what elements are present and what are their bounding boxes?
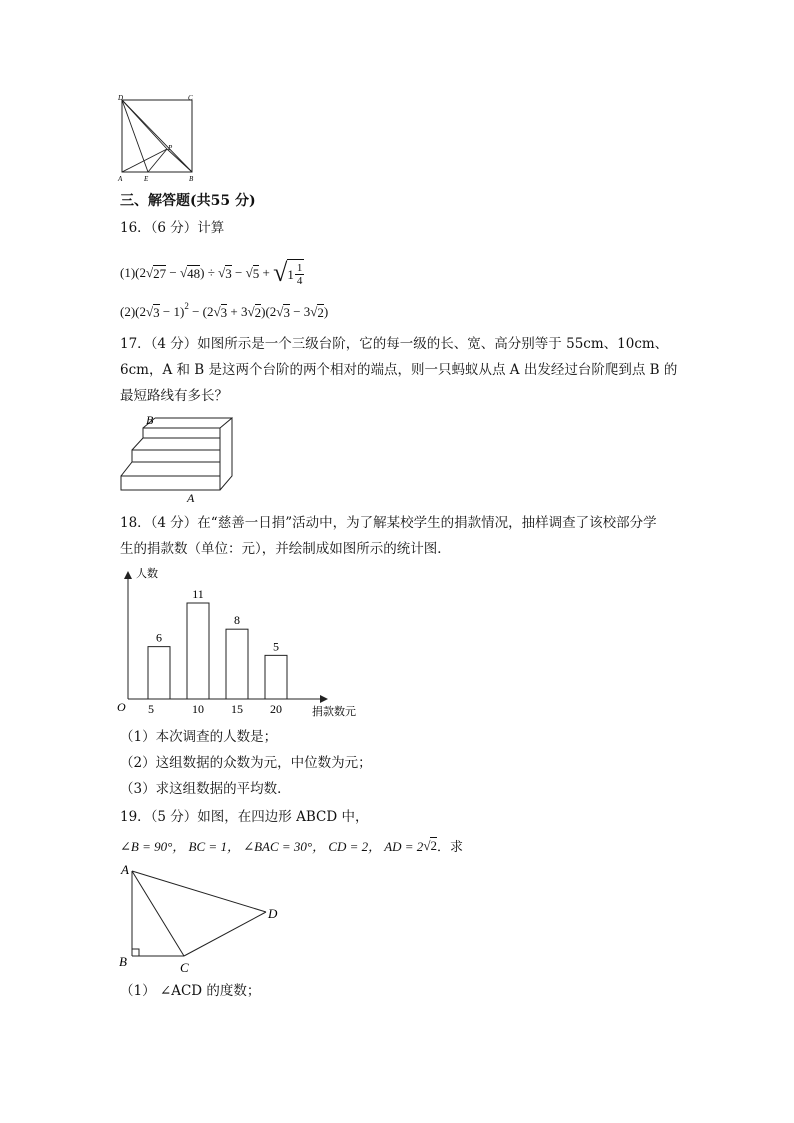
- q16-p2-r3c: 3: [283, 304, 290, 320]
- section-title: 三、解答题(共55 分): [120, 193, 256, 209]
- q16-p2-minus: − 3: [289, 304, 311, 319]
- bars-group: [148, 587, 287, 716]
- bar-5: [148, 647, 170, 699]
- sqrt-icon: √: [146, 265, 154, 280]
- q16-stem: 16．（6 分）计算: [120, 220, 225, 236]
- label-B: B: [189, 175, 194, 183]
- sqrt-icon: √: [179, 265, 188, 280]
- quad-label-B: B: [119, 954, 127, 969]
- q19-condition: [120, 836, 463, 855]
- q16-part1: [120, 253, 304, 293]
- q16-p2-r3b: 3: [220, 304, 228, 320]
- square-figure: [112, 92, 202, 184]
- q16-p2-r2b: 2: [317, 304, 324, 320]
- x-tick-20: 20: [270, 702, 282, 716]
- sqrt-icon: √: [146, 304, 154, 319]
- bar-15: [226, 629, 248, 699]
- q18-sub2: （2）这组数据的众数为元，中位数为元；: [120, 755, 372, 771]
- q16-p1-c: 3: [225, 265, 232, 281]
- q19-cond-root: 2: [430, 838, 437, 853]
- q16-part2: [120, 300, 328, 324]
- x-tick-5: 5: [148, 702, 154, 716]
- q16-p1-minus2: −: [231, 265, 246, 280]
- q16-p1-minus: −: [166, 265, 180, 280]
- label-D: D: [118, 94, 124, 102]
- quadrilateral-figure: [112, 858, 292, 978]
- stairs-label-B: B: [146, 413, 154, 427]
- sqrt-icon: √: [276, 304, 284, 319]
- bar-20: [265, 655, 287, 699]
- data-label-15: 8: [234, 613, 240, 628]
- q16-p2-r3: 3: [153, 304, 160, 320]
- q19-line1: 19．（5 分）如图，在四边形 ABCD 中，: [120, 809, 369, 825]
- stairs-label-A: A: [187, 491, 195, 504]
- q19-sub1: （1） ∠ACD 的度数；: [120, 983, 261, 999]
- sqrt-big-icon: √: [273, 258, 288, 287]
- q16-p2-prefix: (2): [120, 304, 136, 319]
- data-label-20: 5: [273, 639, 279, 654]
- q16-p1-int: 1: [287, 266, 294, 282]
- sqrt-icon: √: [310, 304, 318, 319]
- q18-sub3: （3）求这组数据的平均数．: [120, 781, 291, 797]
- q18-sub1: （1）本次调查的人数是；: [120, 729, 278, 745]
- origin-label: O: [117, 700, 126, 714]
- q16-p1-mixed: [287, 259, 304, 287]
- sqrt-icon: √: [247, 304, 255, 319]
- q17-line1: 17．（4 分）如图所示是一个三级台阶，它的每一级的长、宽、高分别等于 55cm、10cm、: [120, 336, 669, 352]
- quad-label-D: D: [268, 906, 278, 921]
- data-label-5: 6: [156, 630, 162, 645]
- q16-p1-b: 48: [187, 265, 201, 281]
- q16-p1-d: 5: [252, 265, 260, 281]
- label-E: E: [144, 175, 149, 183]
- bar-chart: [112, 565, 372, 720]
- x-tick-10: 10: [192, 702, 204, 716]
- label-A: A: [118, 175, 123, 183]
- q16-p1-prefix: (1)(2: [120, 265, 146, 280]
- q16-p2-mid: − (2: [188, 304, 214, 319]
- quad-label-A: A: [121, 862, 129, 877]
- q16-p1-div: ) ÷: [200, 265, 219, 280]
- q18-line2: 生的捐款数（单位：元），并绘制成如图所示的统计图．: [120, 541, 451, 557]
- fraction: [295, 262, 305, 287]
- q16-p1-plus: +: [259, 265, 274, 280]
- q17-line3: 最短路线有多长？: [120, 388, 228, 404]
- y-axis-label: 人数: [136, 568, 158, 580]
- q16-p2-plus: + 3: [227, 304, 248, 319]
- data-label-10: 11: [192, 587, 204, 601]
- q16-p2-square: 2: [184, 301, 189, 311]
- q19-cond-end: ．求: [436, 839, 463, 854]
- bar-10: [187, 603, 209, 699]
- numerator: 1: [296, 262, 303, 274]
- sqrt-icon: √: [423, 837, 431, 853]
- q16-p1-a: 27: [153, 265, 167, 281]
- q17-line2: 6cm，A 和 B 是这两个台阶的两个相对的端点，则一只蚂蚁从点 A 出发经过台阶爬到点 B 的: [120, 362, 678, 378]
- sqrt-icon: √: [245, 265, 253, 280]
- q16-p2-close: )(2: [261, 304, 277, 319]
- x-axis-label: 捐款数元: [312, 706, 356, 718]
- stairs-figure: [115, 412, 240, 504]
- denominator: 4: [296, 275, 303, 287]
- sqrt-icon: √: [218, 265, 226, 280]
- q16-p2-a1: (2: [135, 304, 147, 319]
- quad-label-C: C: [180, 960, 189, 975]
- sqrt-icon: √: [213, 304, 221, 319]
- x-tick-15: 15: [231, 702, 243, 716]
- q16-p2-end: ): [323, 304, 329, 319]
- q16-p2-r2: 2: [254, 304, 262, 320]
- q19-cond-text: ∠B = 90°， BC = 1， ∠BAC = 30°， CD = 2， AD = 2: [120, 839, 424, 854]
- label-P: P: [168, 144, 173, 152]
- q16-p2-a2: − 1): [159, 304, 185, 319]
- q18-line1: 18．（4 分）在“慈善一日捐”活动中，为了解某校学生的捐款情况，抽样调查了该校部分学: [120, 515, 657, 531]
- label-C: C: [188, 94, 193, 102]
